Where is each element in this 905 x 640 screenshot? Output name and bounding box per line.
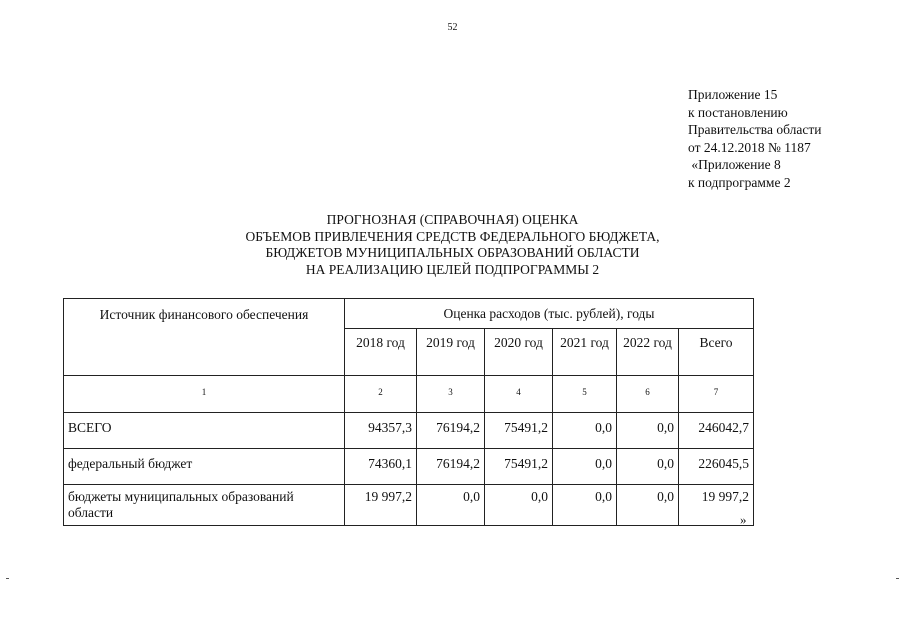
row-source: бюджеты муниципальных образований области: [64, 485, 345, 526]
column-number: 4: [485, 376, 553, 413]
value-cell: 246042,7: [679, 413, 754, 449]
value-cell: 19 997,2: [679, 485, 754, 526]
scan-mark: [6, 578, 9, 579]
title-line: ОБЪЕМОВ ПРИВЛЕЧЕНИЯ СРЕДСТВ ФЕДЕРАЛЬНОГО БЮДЖЕТА,: [245, 228, 660, 244]
value-cell: 19 997,2: [345, 485, 417, 526]
row-source: федеральный бюджет: [64, 449, 345, 485]
value-cell: 94357,3: [345, 413, 417, 449]
document-title: [0, 212, 905, 278]
year-header-2020: 2020 год: [485, 329, 553, 376]
budget-table: [63, 298, 754, 526]
column-number: 6: [617, 376, 679, 413]
page-number: 52: [447, 22, 458, 33]
value-cell: 0,0: [485, 485, 553, 526]
appendix-line: Правительства области: [688, 122, 822, 137]
title-line: БЮДЖЕТОВ МУНИЦИПАЛЬНЫХ ОБРАЗОВАНИЙ ОБЛАСТИ: [265, 245, 640, 260]
appendix-line: к постановлению: [688, 104, 788, 120]
column-number: 2: [345, 376, 417, 413]
appendix-note: [688, 86, 821, 191]
value-cell: 0,0: [617, 449, 679, 485]
value-cell: 0,0: [553, 413, 617, 449]
row-source: ВСЕГО: [64, 413, 345, 449]
value-cell: 75491,2: [485, 413, 553, 449]
column-number: 5: [553, 376, 617, 413]
column-number: 1: [64, 376, 345, 413]
closing-quote: »: [740, 512, 747, 527]
source-column-header: Источник финансового обеспечения: [64, 299, 345, 376]
title-line: ПРОГНОЗНАЯ (СПРАВОЧНАЯ) ОЦЕНКА: [326, 212, 579, 227]
value-cell: 76194,2: [417, 413, 485, 449]
table-row-municipal: [64, 485, 754, 526]
column-number: 7: [679, 376, 754, 413]
estimate-header: Оценка расходов (тыс. рублей), годы: [345, 299, 754, 329]
value-cell: 226045,5: [679, 449, 754, 485]
year-header-2019: 2019 год: [417, 329, 485, 376]
value-cell: 0,0: [617, 485, 679, 526]
value-cell: 0,0: [553, 449, 617, 485]
value-cell: 0,0: [617, 413, 679, 449]
year-header-2021: 2021 год: [553, 329, 617, 376]
year-header-2018: 2018 год: [345, 329, 417, 376]
table-row-federal: [64, 449, 754, 485]
value-cell: 74360,1: [345, 449, 417, 485]
appendix-line: к подпрограмме 2: [688, 174, 791, 190]
column-number: 3: [417, 376, 485, 413]
title-line: НА РЕАЛИЗАЦИЮ ЦЕЛЕЙ ПОДПРОГРАММЫ 2: [305, 261, 600, 277]
scan-mark: [896, 578, 899, 579]
value-cell: 76194,2: [417, 449, 485, 485]
value-cell: 0,0: [417, 485, 485, 526]
year-header-2022: 2022 год: [617, 329, 679, 376]
total-header: Всего: [679, 329, 754, 376]
appendix-line: от 24.12.2018 № 1187: [688, 139, 811, 155]
appendix-line: Приложение 15: [688, 87, 778, 102]
table-row-total: [64, 413, 754, 449]
header-row: [64, 299, 754, 329]
value-cell: 0,0: [553, 485, 617, 526]
column-number-row: [64, 376, 754, 413]
value-cell: 75491,2: [485, 449, 553, 485]
appendix-line: «Приложение 8: [688, 157, 781, 172]
